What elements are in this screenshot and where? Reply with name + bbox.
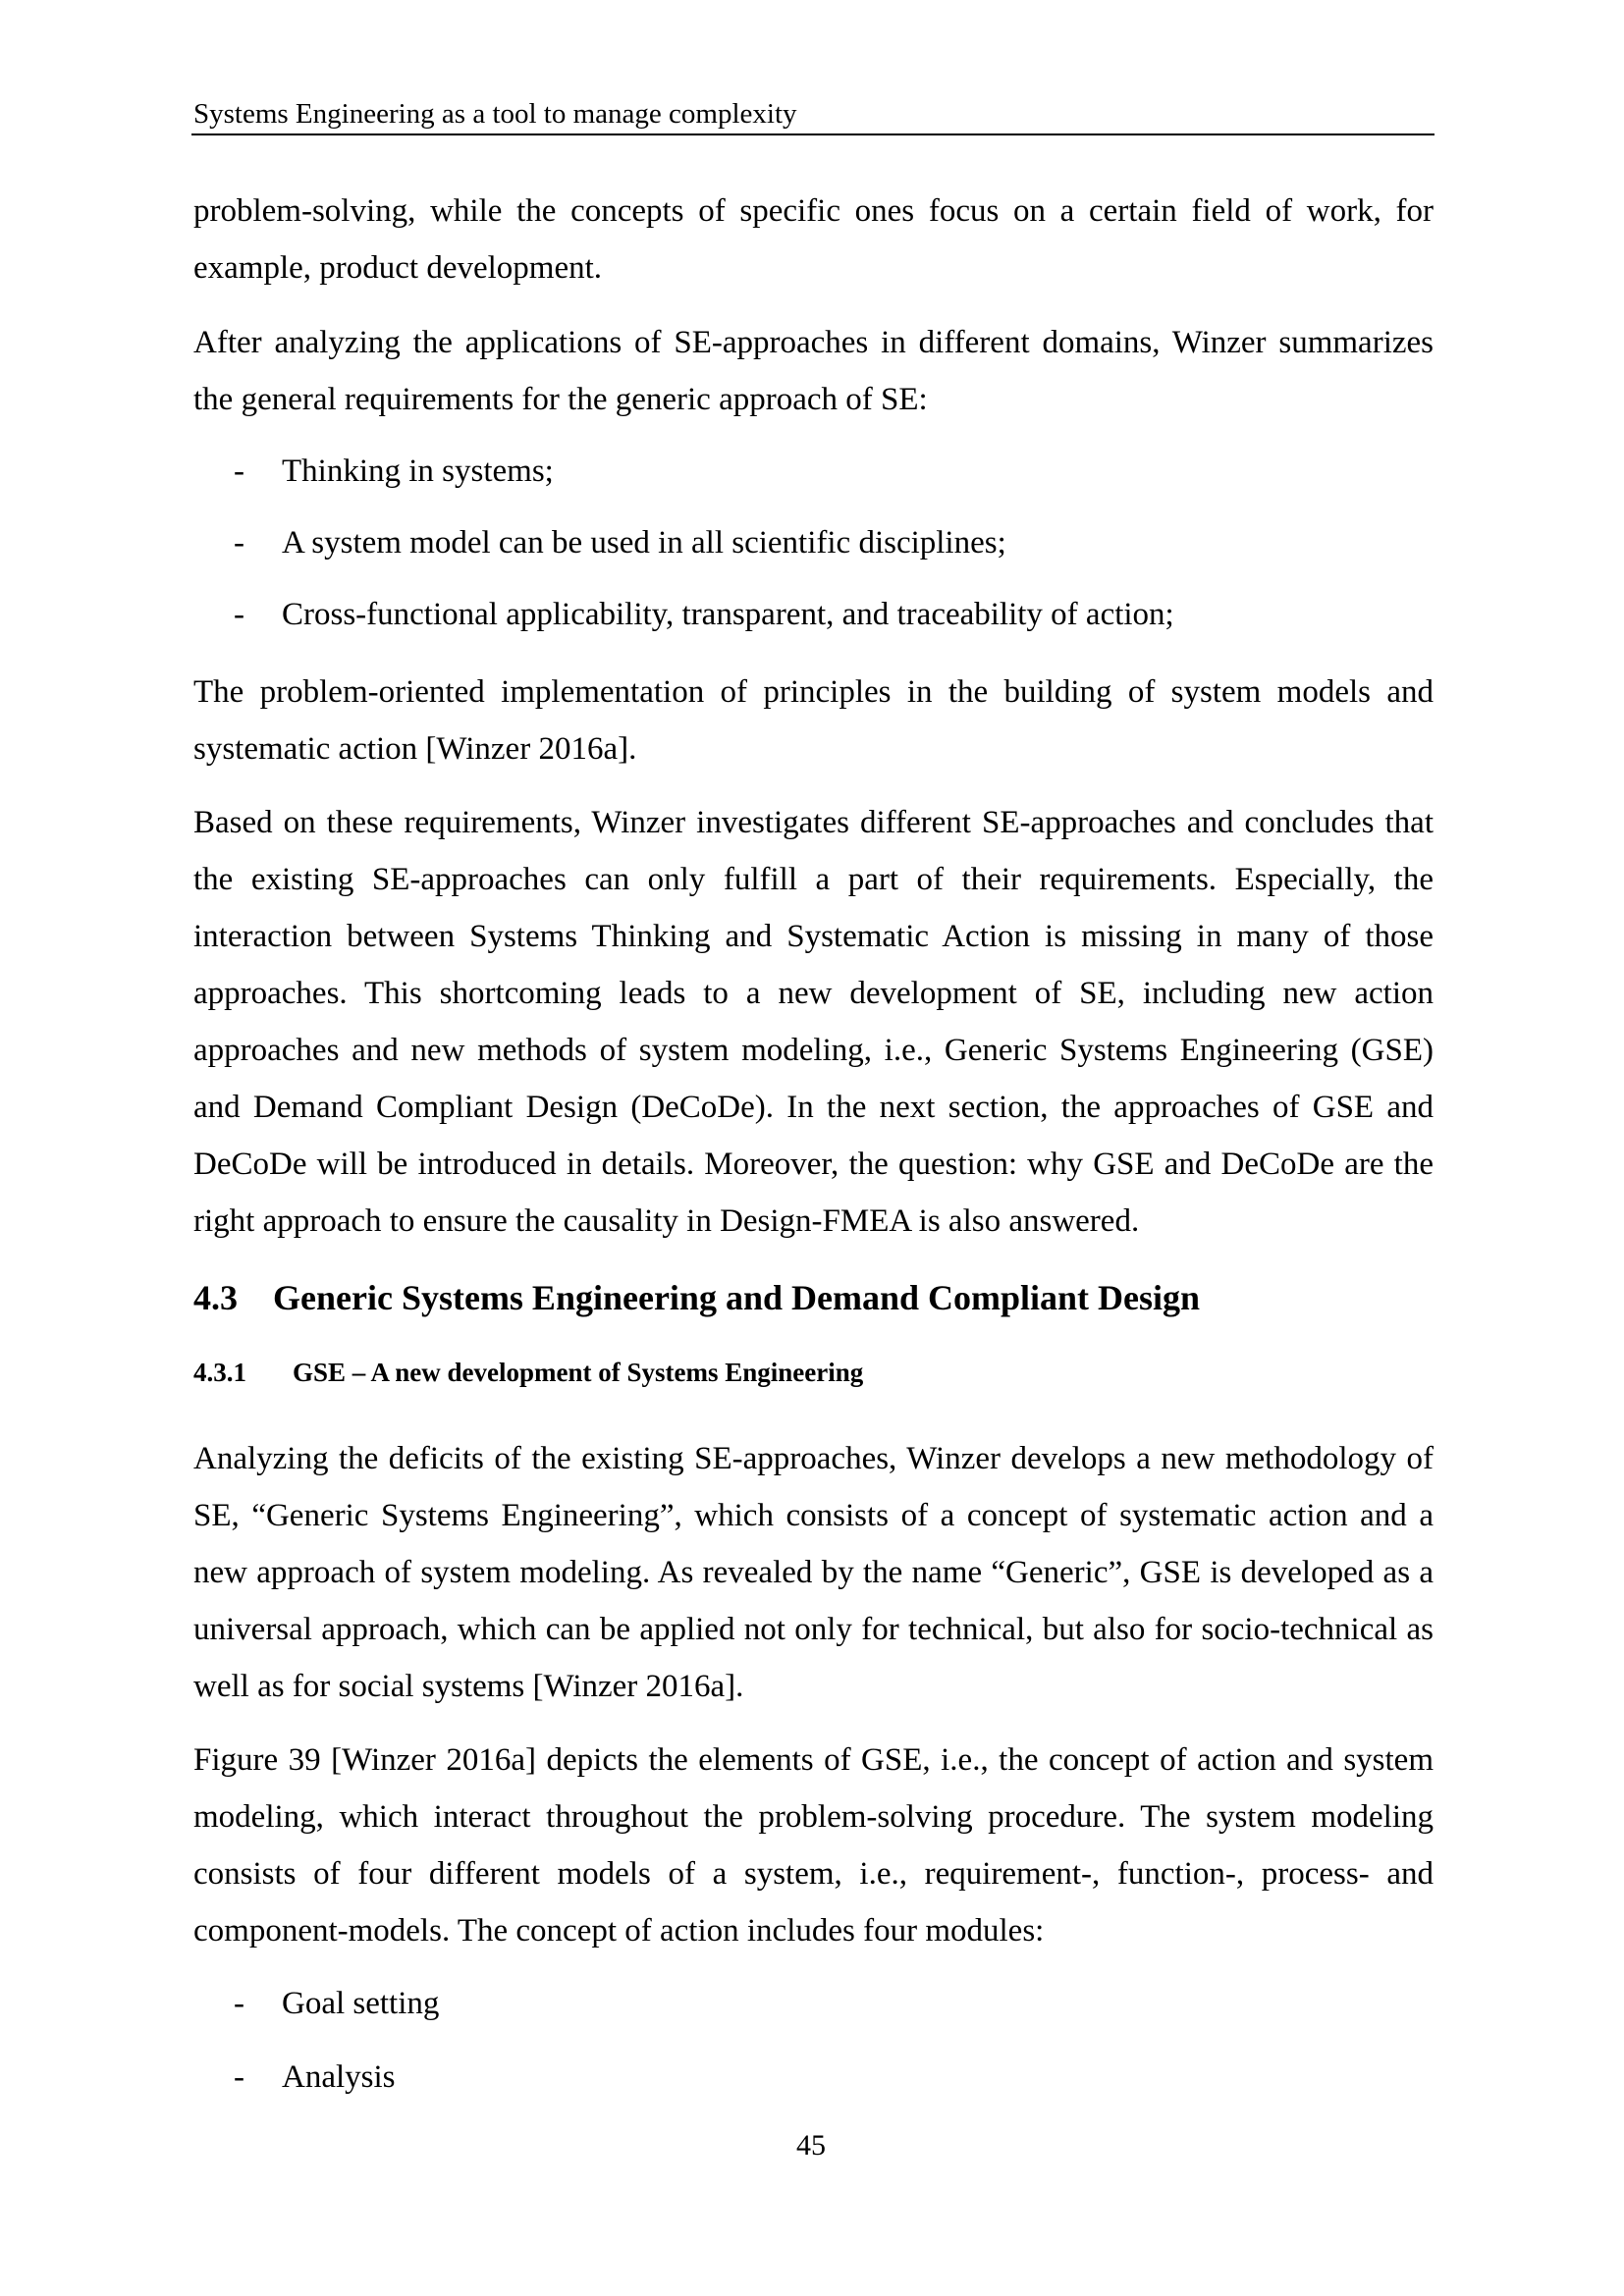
list-marker: - [234,2059,244,2095]
list-item-text: Thinking in systems; [282,454,554,489]
list-item-text: Analysis [282,2059,396,2095]
list-marker: - [234,1986,244,2021]
subsection-number: 4.3.1 [193,1358,246,1387]
paragraph: Figure 39 [Winzer 2016a] depicts the elements of GSE, i.e., the concept of action and system modeling, which interact throughout the problem-solving procedure. The system modeling consists of four different models of a system, i.e., requirement-, function-, process- and component-models. The concept of action includes four modules: [193,1742,1434,1949]
subsection-title: GSE – A new development of Systems Engineering [293,1358,864,1387]
list-item-text: Cross-functional applicability, transparent, and traceability of action; [282,597,1174,632]
list-item-text: Goal setting [282,1986,440,2021]
paragraph: Based on these requirements, Winzer investigates different SE-approaches and concludes that the existing SE-approaches can only fulfill a part of their requirements. Especially, the interaction between Systems Thinking and Systematic Action is missing in many of those approaches. This shortcoming leads to a new development of SE, including new action approaches and new methods of system modeling, i.e., Generic Systems Engineering (GSE) and Demand Compliant Design (DeCoDe). In the next section, the approaches of GSE and DeCoDe will be introduced in details. Moreover, the question: why GSE and DeCoDe are the right approach to ensure the causality in Design-FMEA is also answered. [193,805,1434,1239]
paragraph: problem-solving, while the concepts of specific ones focus on a certain field of work, for example, product development. [193,193,1434,286]
page-number: 45 [796,2129,826,2162]
list-marker: - [234,525,244,561]
header-divider [191,133,1435,135]
paragraph: After analyzing the applications of SE-approaches in different domains, Winzer summarizes the general requirements for the generic approach of SE: [193,325,1434,417]
paragraph: The problem-oriented implementation of principles in the building of system models and systematic action [Winzer 2016a]. [193,674,1434,767]
paragraph: Analyzing the deficits of the existing SE-approaches, Winzer develops a new methodology of SE, “Generic Systems Engineering”, which consists of a concept of systematic action and a new approach of system modeling. As revealed by the name “Generic”, GSE is developed as a universal approach, which can be applied not only for technical, but also for socio-technical as well as for social systems [Winzer 2016a]. [193,1441,1434,1704]
running-header: Systems Engineering as a tool to manage complexity [193,98,797,130]
list-marker: - [234,597,244,632]
section-title: Generic Systems Engineering and Demand Compliant Design [273,1278,1201,1317]
section-number: 4.3 [193,1278,238,1317]
list-marker: - [234,454,244,489]
list-item-text: A system model can be used in all scientific disciplines; [282,525,1006,561]
